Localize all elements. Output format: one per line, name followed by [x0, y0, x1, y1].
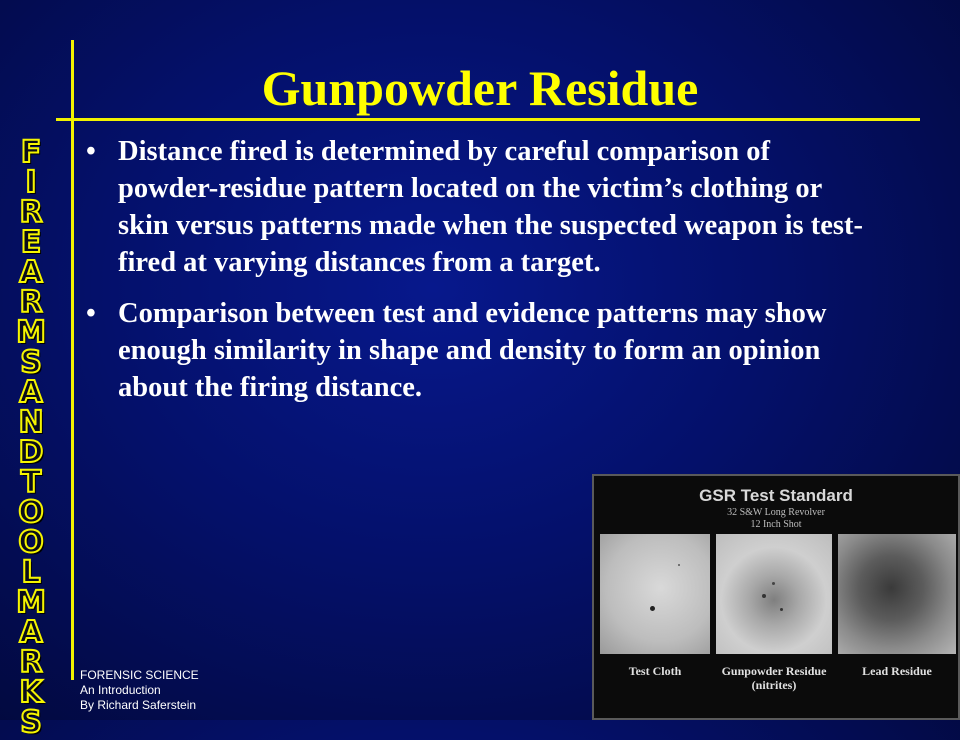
credit-line-1: FORENSIC SCIENCE [80, 668, 199, 682]
photo-subtitle-2: 12 Inch Shot [750, 519, 802, 530]
side-title-letter: R [19, 285, 43, 320]
side-title-letter: T [20, 465, 42, 500]
side-title-letter: O [18, 495, 44, 530]
side-title-letter: M [16, 315, 46, 350]
photo-title: GSR Test Standard [699, 486, 853, 505]
side-title-letter: N [18, 405, 44, 440]
side-title-letter: E [20, 225, 42, 260]
bullet-item [86, 295, 876, 406]
photo-subtitle-1: 32 S&W Long Revolver [727, 507, 825, 518]
side-title-letter: R [19, 645, 43, 680]
side-vertical-title [8, 135, 54, 740]
side-title-letter: S [20, 345, 42, 380]
credit-line-2: An Introduction [80, 683, 161, 697]
panel-label-sub: (nitrites) [751, 678, 797, 692]
side-title-letter: I [25, 165, 37, 200]
panel-label-main: Gunpowder Residue [721, 664, 827, 678]
side-title-letter: M [16, 585, 46, 620]
side-title-letter: O [18, 525, 44, 560]
side-title-letter: L [21, 555, 41, 590]
side-title-letter: R [19, 195, 43, 230]
bullet-list [86, 133, 876, 420]
bullet-dot: • [86, 136, 96, 167]
panel-label [710, 664, 838, 692]
vertical-rule [71, 40, 74, 680]
horizontal-rule [56, 118, 920, 121]
side-title-letter: D [18, 435, 44, 470]
bullet-text: Distance fired is determined by careful comparison of powder-residue pattern located on the victim’s clothing or skin versus patterns made when the suspected weapon is test-fired at varying distances from a target. [118, 136, 863, 278]
gunpowder-residue-panel [716, 534, 832, 654]
bullet-dot: • [86, 298, 96, 329]
test-cloth-panel [600, 534, 710, 654]
side-title-letter: A [19, 255, 43, 290]
book-credit [80, 668, 199, 713]
slide-title: Gunpowder Residue [261, 60, 699, 116]
side-title-letter: K [19, 675, 43, 710]
bullet-item [86, 133, 876, 281]
side-title-letter: S [20, 705, 42, 740]
lead-residue-panel [838, 534, 956, 654]
panel-label: Test Cloth [628, 664, 682, 678]
gsr-test-standard-photo [592, 474, 960, 720]
credit-line-3: By Richard Saferstein [80, 698, 197, 712]
side-title-letter: F [20, 135, 42, 170]
side-title-letter: A [19, 615, 43, 650]
side-title-letter: A [19, 375, 43, 410]
bullet-text: Comparison between test and evidence patterns may show enough similarity in shape and density to form an opinion about the firing distance. [118, 298, 827, 403]
panel-label: Lead Residue [862, 664, 932, 678]
